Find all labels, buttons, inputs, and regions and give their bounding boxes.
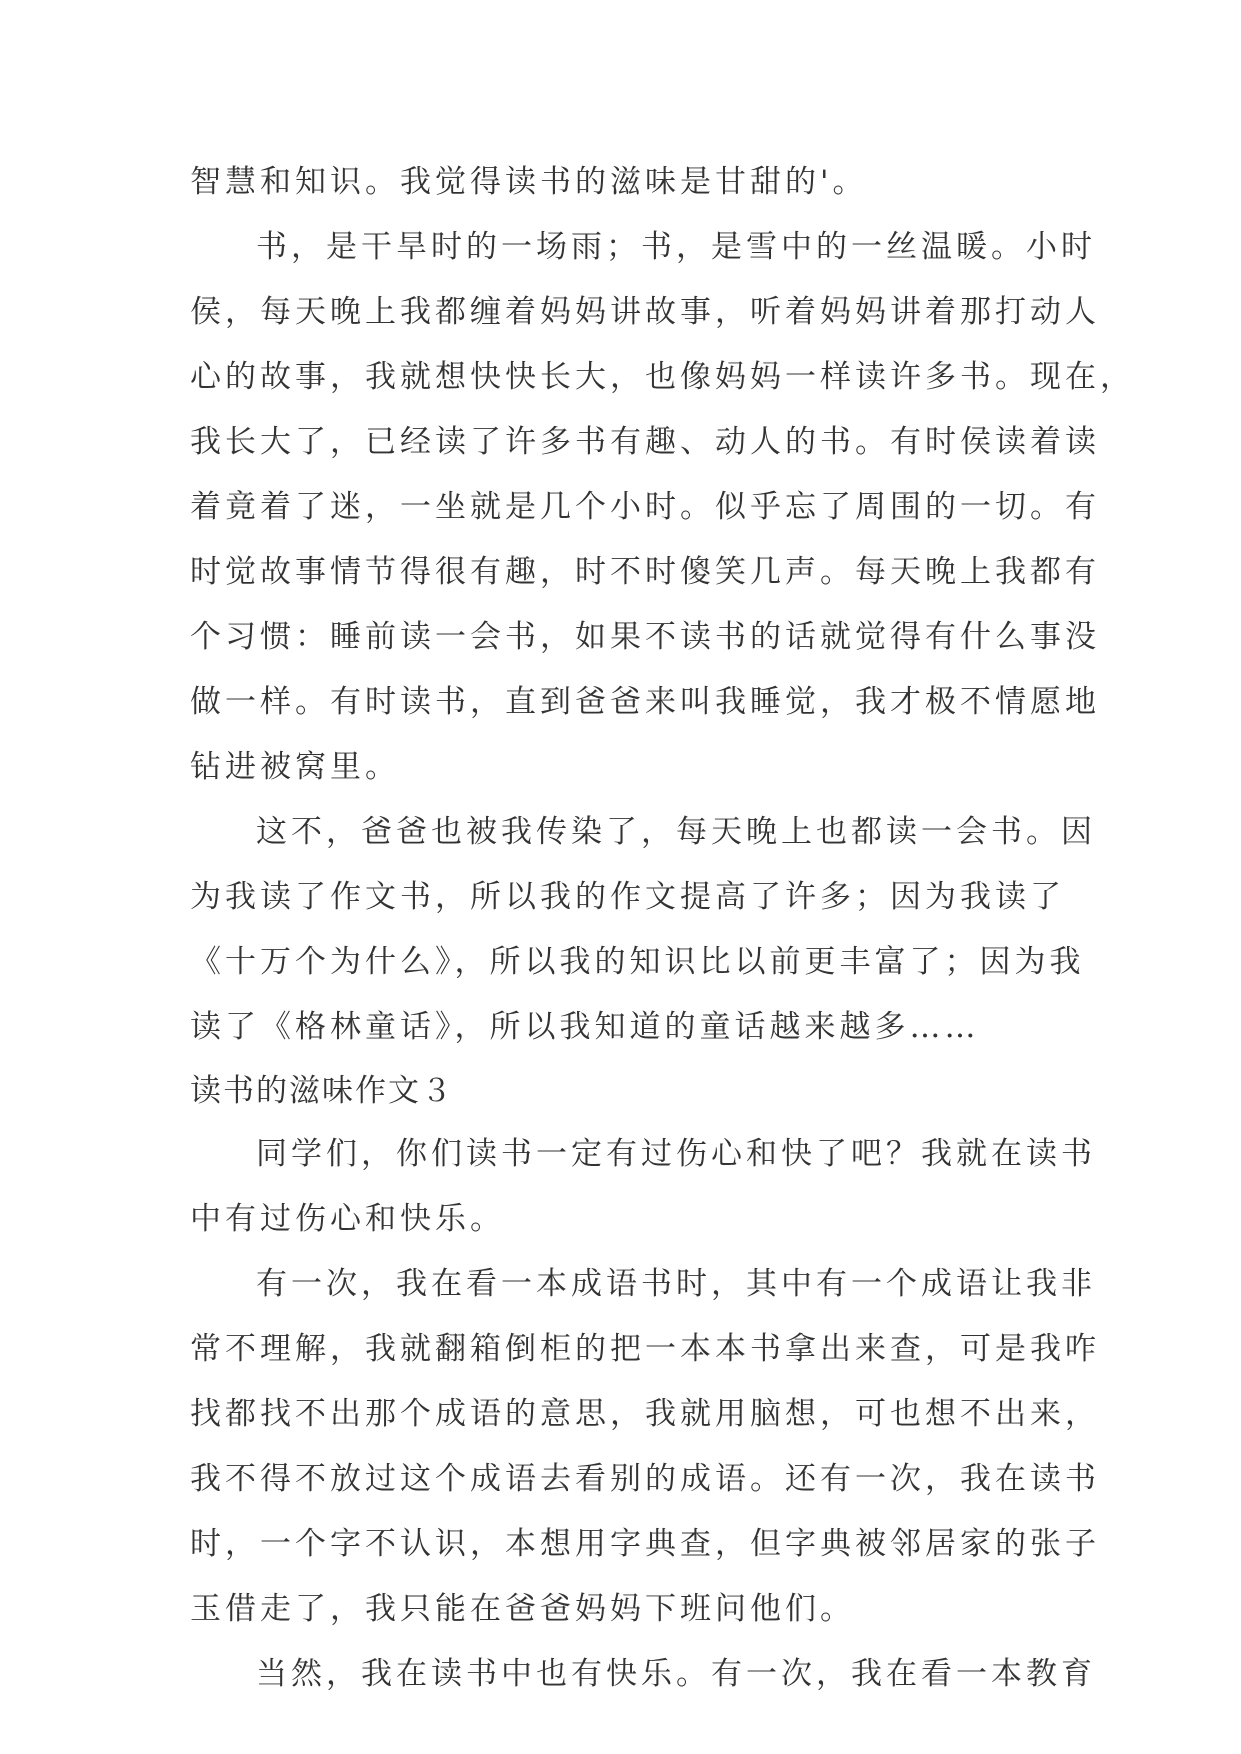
article-body	[190, 150, 1135, 1707]
paragraph-line: 中有过伤心和快乐。	[190, 1201, 505, 1237]
paragraph-line: 书，是干旱时的一场雨；书，是雪中的一丝温暖。小时	[256, 229, 1096, 265]
paragraph-line: 钻进被窝里。	[190, 749, 400, 785]
paragraph-line: 时觉故事情节得很有趣，时不时傻笑几声。每天晚上我都有	[190, 554, 1100, 590]
paragraph-line: 有一次，我在看一本成语书时，其中有一个成语让我非	[256, 1266, 1096, 1302]
paragraph-line: 同学们，你们读书一定有过伤心和快了吧？我就在读书	[256, 1136, 1096, 1172]
paragraph-line: 着竟着了迷，一坐就是几个小时。似乎忘了周围的一切。有	[190, 489, 1100, 525]
paragraph-line: 为我读了作文书，所以我的作文提高了许多；因为我读了	[190, 879, 1065, 915]
paragraph-line: 常不理解，我就翻箱倒柜的把一本本书拿出来查，可是我咋	[190, 1331, 1100, 1367]
paragraph-line: 时，一个字不认识，本想用字典查，但字典被邻居家的张子	[190, 1526, 1100, 1562]
paragraph-line: 个习惯：睡前读一会书，如果不读书的话就觉得有什么事没	[190, 619, 1100, 655]
paragraph-line: 侯，每天晚上我都缠着妈妈讲故事，听着妈妈讲着那打动人	[190, 294, 1100, 330]
paragraph-line: 《十万个为什么》，所以我的知识比以前更丰富了；因为我	[190, 944, 1085, 980]
paragraph-line: 找都找不出那个成语的意思，我就用脑想，可也想不出来，	[190, 1396, 1100, 1432]
paragraph-line: 心的故事，我就想快快长大，也像妈妈一样读许多书。现在，	[190, 359, 1135, 395]
section-heading: 读书的滋味作文３	[190, 1073, 454, 1109]
paragraph-line: 当然，我在读书中也有快乐。有一次，我在看一本教育	[256, 1656, 1096, 1692]
paragraph-line: 我不得不放过这个成语去看别的成语。还有一次，我在读书	[190, 1461, 1100, 1497]
paragraph-line: 这不，爸爸也被我传染了，每天晚上也都读一会书。因	[256, 814, 1096, 850]
paragraph-line: 玉借走了，我只能在爸爸妈妈下班问他们。	[190, 1591, 855, 1627]
paragraph-line: 智慧和知识。我觉得读书的滋味是甘甜的'。	[190, 164, 868, 200]
paragraph-line: 做一样。有时读书，直到爸爸来叫我睡觉，我才极不情愿地	[190, 684, 1100, 720]
paragraph-line: 读了《格林童话》，所以我知道的童话越来越多……	[190, 1009, 980, 1045]
paragraph-line: 我长大了，已经读了许多书有趣、动人的书。有时侯读着读	[190, 424, 1100, 460]
